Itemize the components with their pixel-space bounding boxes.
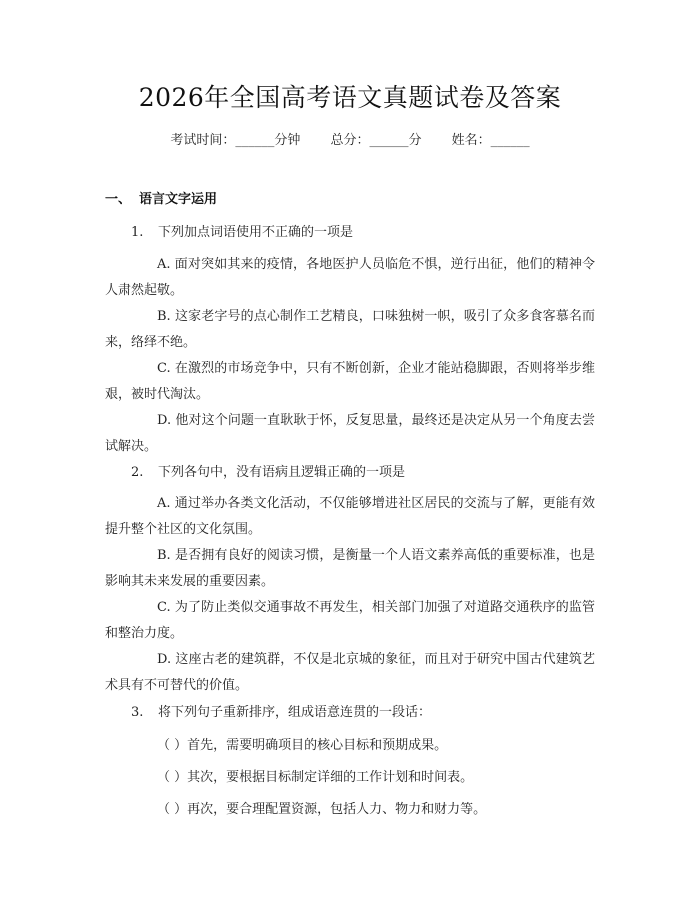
question-1 (131, 223, 591, 243)
question-number: 1. (131, 225, 144, 240)
total-score-field: 总分：______分 (330, 133, 422, 148)
ordering-item-1: （ ）首先，需要明确项目的核心目标和预期成果。 (157, 738, 448, 753)
section-heading (105, 190, 217, 210)
name-field: 姓名：______ (451, 133, 530, 148)
question-stem: 将下列句子重新排序，组成语意连贯的一段话： (158, 705, 432, 720)
question-1-option-d: D. 他对这个问题一直耿耿于怀，反复思量，最终还是决定从另一个角度去尝试解决。 (105, 413, 595, 454)
question-1-option-b: B. 这家老字号的点心制作工艺精良，口味独树一帜，吸引了众多食客慕名而来，络绎不绝。 (105, 309, 595, 350)
question-number: 2. (131, 465, 144, 480)
question-stem: 下列各句中，没有语病且逻辑正确的一项是 (158, 465, 406, 480)
ordering-item-2: （ ）其次，要根据目标制定详细的工作计划和时间表。 (157, 770, 474, 785)
exam-meta (0, 131, 700, 151)
ordering-item-3: （ ）再次，要合理配置资源，包括人力、物力和财力等。 (157, 802, 487, 817)
question-stem: 下列加点词语使用不正确的一项是 (158, 225, 354, 240)
question-2-option-a: A. 通过举办各类文化活动，不仅能够增进社区居民的交流与了解，更能有效提升整个社区的文化氛围。 (105, 496, 595, 537)
question-2-option-c: C. 为了防止类似交通事故不再发生，相关部门加强了对道路交通秩序的监管和整治力度。 (105, 600, 595, 641)
section-number: 一、 (105, 192, 132, 207)
question-1-option-c: C. 在激烈的市场竞争中，只有不断创新，企业才能站稳脚跟，否则将举步维艰，被时代淘汰。 (105, 361, 595, 402)
question-2 (131, 463, 591, 483)
question-3 (131, 703, 591, 723)
question-number: 3. (131, 705, 144, 720)
question-1-option-a: A. 面对突如其来的疫情，各地医护人员临危不惧，逆行出征，他们的精神令人肃然起敬。 (105, 257, 595, 298)
section-title: 语言文字运用 (139, 192, 218, 207)
question-2-option-b: B. 是否拥有良好的阅读习惯，是衡量一个人语文素养高低的重要标准，也是影响其未来发展的重要因素。 (105, 548, 595, 589)
exam-time-field: 考试时间：______分钟 (170, 133, 301, 148)
question-2-option-d: D. 这座古老的建筑群，不仅是北京城的象征，而且对于研究中国古代建筑艺术具有不可替代的价值。 (105, 652, 595, 693)
page-title: 2026年全国高考语文真题试卷及答案 (138, 83, 562, 112)
